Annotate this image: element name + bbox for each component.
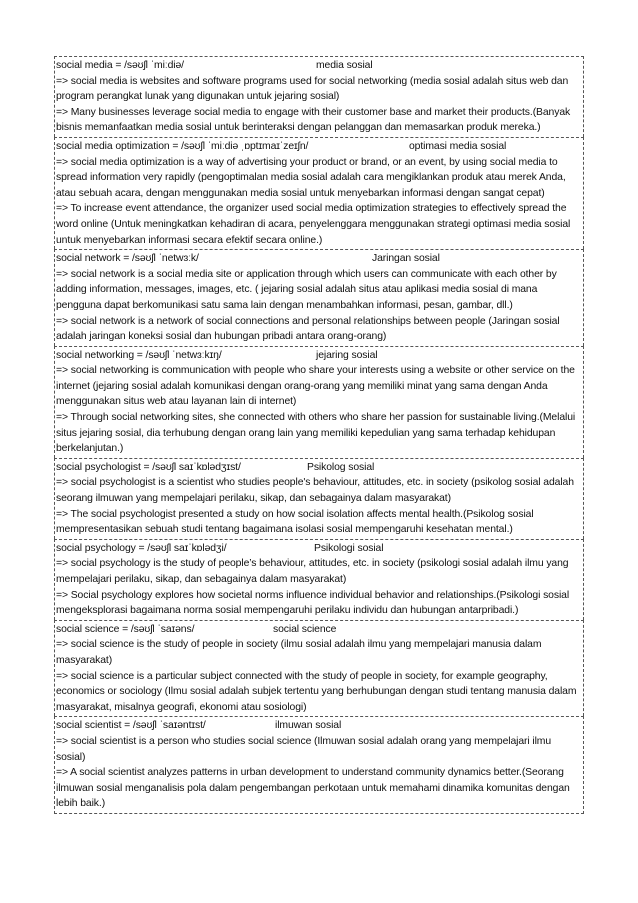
definition-line: => social network is a social media site or application through which users can communicate with each other by adding information, messages, images, etc. ( jejaring sosial adalah situs atau aplikasi media sosial di mana pengguna dapat berkomunikasi satu sama lain dengan menambahkan informasi, pesan, gambar, dll.) <box>56 268 557 311</box>
term-pronunciation: social media optimization = /səʊʃl ˈmiːdiə ˌɒptɪmaɪˈzeɪʃn/ <box>56 140 309 152</box>
vocab-entry <box>54 458 584 539</box>
entry-headline <box>56 348 583 364</box>
example-line: => Many businesses leverage social media to engage with their customer base and market their products.(Banyak bisnis memanfaatkan media sosial untuk berinteraksi dengan pelanggan dan memasarkan produk mereka.) <box>56 106 571 134</box>
term-translation: Psikolog sosial <box>307 461 375 473</box>
entry-headline <box>56 460 583 476</box>
entry-headline <box>56 139 583 155</box>
term-translation: jejaring sosial <box>316 349 378 361</box>
term-translation: social science <box>273 623 337 635</box>
example-line: => social science is a particular subject connected with the study of people in society, for example geography, economics or sociology (Ilmu sosial adalah subjek tertentu yang berhubungan dengan studi tentang manusia dalam masyarakat, misalnya geografi, ekonomi atau sosiologi) <box>56 670 577 713</box>
term-translation: optimasi media sosial <box>409 140 507 152</box>
term-translation: Psikologi sosial <box>314 542 384 554</box>
term-pronunciation: social networking = /səʊʃl ˈnetwɜːkɪŋ/ <box>56 349 222 361</box>
term-pronunciation: social media = /səʊʃl ˈmiːdiə/ <box>56 60 184 71</box>
vocab-entry <box>54 716 584 814</box>
example-line: => To increase event attendance, the organizer used social media optimization strategies to effectively spread the word online (Untuk meningkatkan kehadiran di acara, penyelenggara menggunakan strategi optimasi media sosial untuk menyebarkan informasi secara efektif secara online.) <box>56 203 571 246</box>
vocab-entry <box>54 346 584 458</box>
vocab-entry <box>54 539 584 620</box>
definition-line: => social media optimization is a way of advertising your product or brand, or an event, by using social media to spread information very rapidly (pengoptimalan media sosial adalah cara mengiklankan produk atau merek Anda, atau sebuah acara, dengan menggunakan media sosial untuk menyebarkan informasi dengan sangat cepat) <box>56 156 566 199</box>
example-line: => social network is a network of social connections and personal relationships between people (Jaringan sosial adalah jaringan koneksi sosial dan hubungan pribadi antara orang-orang) <box>56 315 560 343</box>
example-line: => The social psychologist presented a study on how social isolation affects mental health.(Psikolog sosial mempresentasikan sebuah studi tentang bagaimana isolasi sosial mempengaruhi kesehatan mental.) <box>56 508 534 536</box>
vocab-entry <box>54 620 584 717</box>
definition-line: => social psychology is the study of people’s behaviour, attitudes, etc. in society (psikologi sosial adalah ilmu yang mempelajari perilaku, sikap, dan sebagainya dalam masyarakat) <box>56 558 569 585</box>
vocab-entry <box>54 137 584 249</box>
entry-headline <box>56 58 583 74</box>
term-pronunciation: social science = /səʊʃl ˈsaɪəns/ <box>56 623 195 635</box>
vocab-entry <box>54 56 584 137</box>
example-line: => A social scientist analyzes patterns in urban development to understand community dynamics better.(Seorang ilmuwan sosial menganalisis pola dalam pengembangan perkotaan untuk memahami dinamika komunitas dengan lebih baik.) <box>56 767 570 810</box>
term-translation: Jaringan sosial <box>372 253 440 265</box>
definition-line: => social science is the study of people in society (ilmu sosial adalah ilmu yang mempelajari manusia dalam masyarakat) <box>56 639 542 666</box>
entry-headline <box>56 541 583 557</box>
term-pronunciation: social scientist = /səʊʃl ˈsaɪəntɪst/ <box>56 720 206 732</box>
vocab-entry <box>54 249 584 346</box>
definition-line: => social networking is communication with people who share your interests using a website or other service on the internet (jejaring sosial adalah komunikasi dengan orang-orang yang memiliki minat yang sama dengan Anda menggunakan situs web atau layanan lain di internet) <box>56 365 575 408</box>
example-line: => Through social networking sites, she connected with others who share her passion for sustainable living.(Melalui situs jejaring sosial, dia terhubung dengan orang lain yang memiliki kepedulian yang sama terhadap kehidupan berkelanjutan.) <box>56 412 576 455</box>
term-translation: ilmuwan sosial <box>275 720 342 732</box>
entry-headline <box>56 251 583 267</box>
vocabulary-document <box>54 56 584 814</box>
definition-line: => social scientist is a person who studies social science (Ilmuwan sosial adalah orang yang mempelajari ilmu sosial) <box>56 735 552 763</box>
entry-headline <box>56 622 583 638</box>
term-translation: media sosial <box>316 60 373 71</box>
term-pronunciation: social network = /səʊʃl ˈnetwɜːk/ <box>56 253 199 265</box>
example-line: => Social psychology explores how societal norms influence individual behavior and relationships.(Psikologi sosial mengeksplorasi bagaimana norma sosial mempengaruhi perilaku individu dan hubungan antarpribadi.) <box>56 589 570 617</box>
term-pronunciation: social psychologist = /səʊʃl saɪˈkɒlədʒɪst/ <box>56 461 241 473</box>
entry-headline <box>56 718 583 734</box>
definition-line: => social media is websites and software programs used for social networking (media sosial adalah situs web dan program perangkat lunak yang digunakan untuk jejaring sosial) <box>56 75 569 103</box>
term-pronunciation: social psychology = /səʊʃl saɪˈkɒlədʒi/ <box>56 542 227 554</box>
definition-line: => social psychologist is a scientist who studies people's behaviour, attitudes, etc. in society (psikolog sosial adalah seorang ilmuwan yang mempelajari perilaku, sikap, dan sebagainya dalam masyarakat) <box>56 477 574 505</box>
